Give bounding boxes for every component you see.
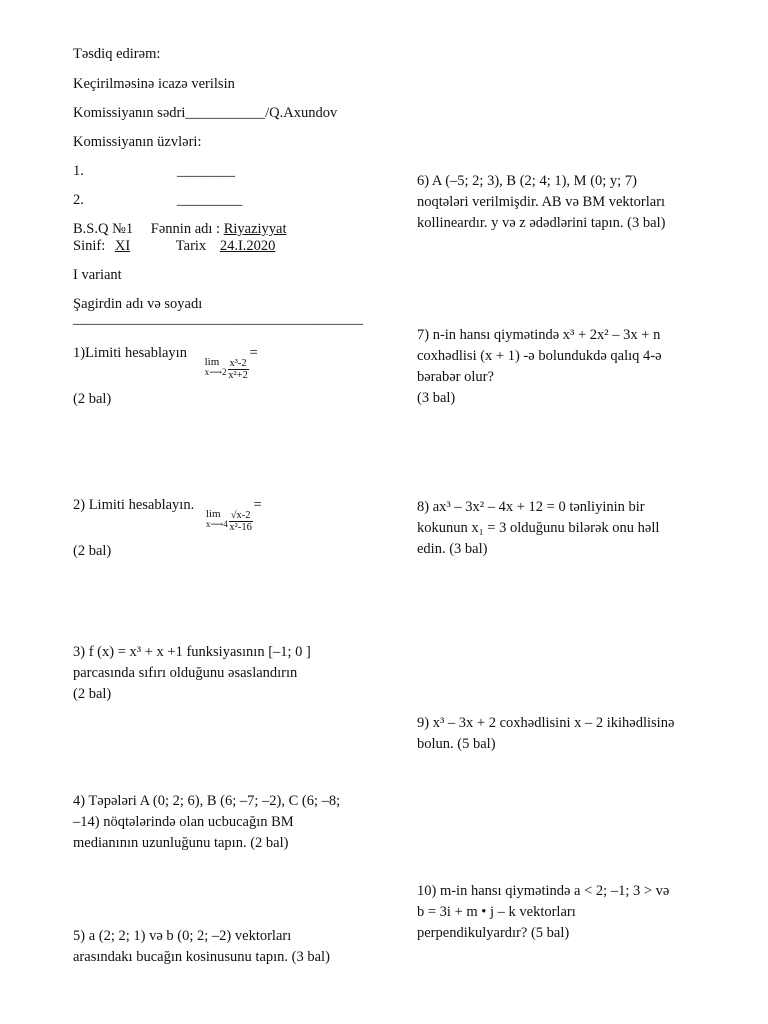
- q1-lim-sub: x⟶2: [204, 367, 227, 378]
- variant-line: [73, 265, 122, 286]
- q1-denominator: x²+2: [228, 370, 248, 382]
- q3-line2: parcasında sıfırı olduğunu əsaslandırın: [73, 665, 298, 682]
- q10-line3: perpendikulyardır? (5 bal): [417, 925, 570, 942]
- question-6: [417, 171, 717, 234]
- q4-line1: 4) Təpələri A (0; 2; 6), B (6; –7; –2), C (6; –8;: [73, 793, 341, 809]
- q6-line1: 6) A (–5; 2; 3), B (2; 4; 1), M (0; y; 7): [417, 173, 637, 189]
- q4-line2: –14) nöqtələrində olan ucbucağın BM: [73, 814, 294, 831]
- class-label: Sinif:: [73, 238, 106, 254]
- class-value: XI: [114, 238, 131, 254]
- question-10: [417, 881, 717, 944]
- q2-lim: lim: [205, 508, 221, 520]
- q2-lim-sub: x⟶4: [205, 519, 228, 530]
- member1-num: 1.: [73, 163, 84, 179]
- member1-blank: ________: [177, 163, 235, 179]
- q1-lim: lim: [204, 356, 220, 368]
- subject-value: Riyaziyyat: [223, 221, 287, 237]
- q1-equals: =: [249, 345, 258, 361]
- q7-line4: (3 bal): [417, 390, 456, 407]
- class-line: [73, 236, 275, 257]
- q2-numerator: √x-2: [230, 510, 251, 521]
- question-9: [417, 713, 717, 755]
- q6-line3: kollineardır. y və z ədədlərini tapın. (3 bal): [417, 215, 666, 232]
- permit-text: Keçirilməsinə icazə verilsin: [73, 76, 235, 92]
- student-label: Şagirdin adı və soyadı: [73, 296, 203, 312]
- q1-limit: [205, 356, 227, 378]
- q2-denominator: x²-16: [229, 522, 252, 534]
- date-value: 24.I.2020: [219, 238, 276, 254]
- q10-line2: b = 3i + m • j – k vektorları: [417, 904, 576, 921]
- question-5: [73, 926, 383, 968]
- question-4: [73, 791, 383, 854]
- q1-numerator: x³-2: [229, 358, 247, 369]
- subject-label: Fənnin adı :: [150, 221, 221, 237]
- question-3: [73, 642, 383, 705]
- q1-text: 1)Limiti hesablayın: [73, 345, 187, 361]
- q2-points: (2 bal): [73, 543, 112, 560]
- approve-line: [73, 44, 160, 65]
- q2-text: 2) Limiti hesablayın.: [73, 497, 195, 513]
- q2-fraction: [229, 510, 253, 533]
- q9-line1: 9) x³ – 3x + 2 coxhədlisini x – 2 ikihədlisinə: [417, 715, 675, 731]
- chair-label: Komissiyanın sədri: [73, 105, 186, 121]
- q9-line2: bolun. (5 bal): [417, 736, 496, 753]
- q1-fraction: [228, 358, 249, 381]
- q6-line2: noqtələri verilmişdir. AB və BM vektorları: [417, 194, 666, 211]
- q10-line1: 10) m-in hansı qiymətində a < 2; –1; 3 > və: [417, 883, 670, 899]
- member1-line: [73, 161, 235, 182]
- approve-text: Təsdiq edirəm:: [73, 46, 161, 62]
- question-7: [417, 325, 717, 409]
- question-1: [73, 343, 383, 410]
- chair-line: [73, 103, 337, 124]
- variant-text: I variant: [73, 267, 122, 283]
- question-2: [73, 495, 383, 562]
- q2-limit: [206, 508, 228, 530]
- q7-line3: bərabər olur?: [417, 369, 494, 386]
- q3-line1: 3) f (x) = x³ + x +1 funksiyasının [–1; 0 ]: [73, 644, 311, 660]
- q7-line2: coxhədlisi (x + 1) -ə bolundukdə qalıq 4-ə: [417, 348, 662, 365]
- question-8: [417, 497, 717, 560]
- student-line: [73, 294, 363, 330]
- member2-blank: _________: [177, 192, 243, 208]
- date-label: Tarix: [175, 238, 207, 254]
- q2-equals: =: [253, 497, 262, 513]
- chair-blank: ___________: [185, 105, 266, 121]
- bsq-text: B.S.Q №1: [73, 221, 134, 237]
- student-underline: ________________________________________: [73, 311, 363, 328]
- q8-line3: edin. (3 bal): [417, 541, 488, 558]
- permit-line: [73, 74, 235, 95]
- members-line: [73, 132, 201, 153]
- q1-points: (2 bal): [73, 391, 112, 408]
- q7-line1: 7) n-in hansı qiymətində x³ + 2x² – 3x + n: [417, 327, 661, 343]
- q8-line1: 8) ax³ – 3x² – 4x + 12 = 0 tənliyinin bir: [417, 499, 645, 515]
- chair-name: /Q.Axundov: [265, 105, 338, 121]
- q5-line1: 5) a (2; 2; 1) və b (0; 2; –2) vektorları: [73, 928, 292, 944]
- q4-line3: medianının uzunluğunu tapın. (2 bal): [73, 835, 289, 852]
- q8-line2: kokunun x₁ = 3 olduğunu bilərək onu həll: [417, 520, 660, 537]
- q3-line3: (2 bal): [73, 686, 112, 703]
- member2-line: [73, 190, 243, 211]
- member2-num: 2.: [73, 192, 84, 208]
- members-text: Komissiyanın üzvləri:: [73, 134, 202, 150]
- q5-line2: arasındakı bucağın kosinusunu tapın. (3 bal): [73, 949, 330, 966]
